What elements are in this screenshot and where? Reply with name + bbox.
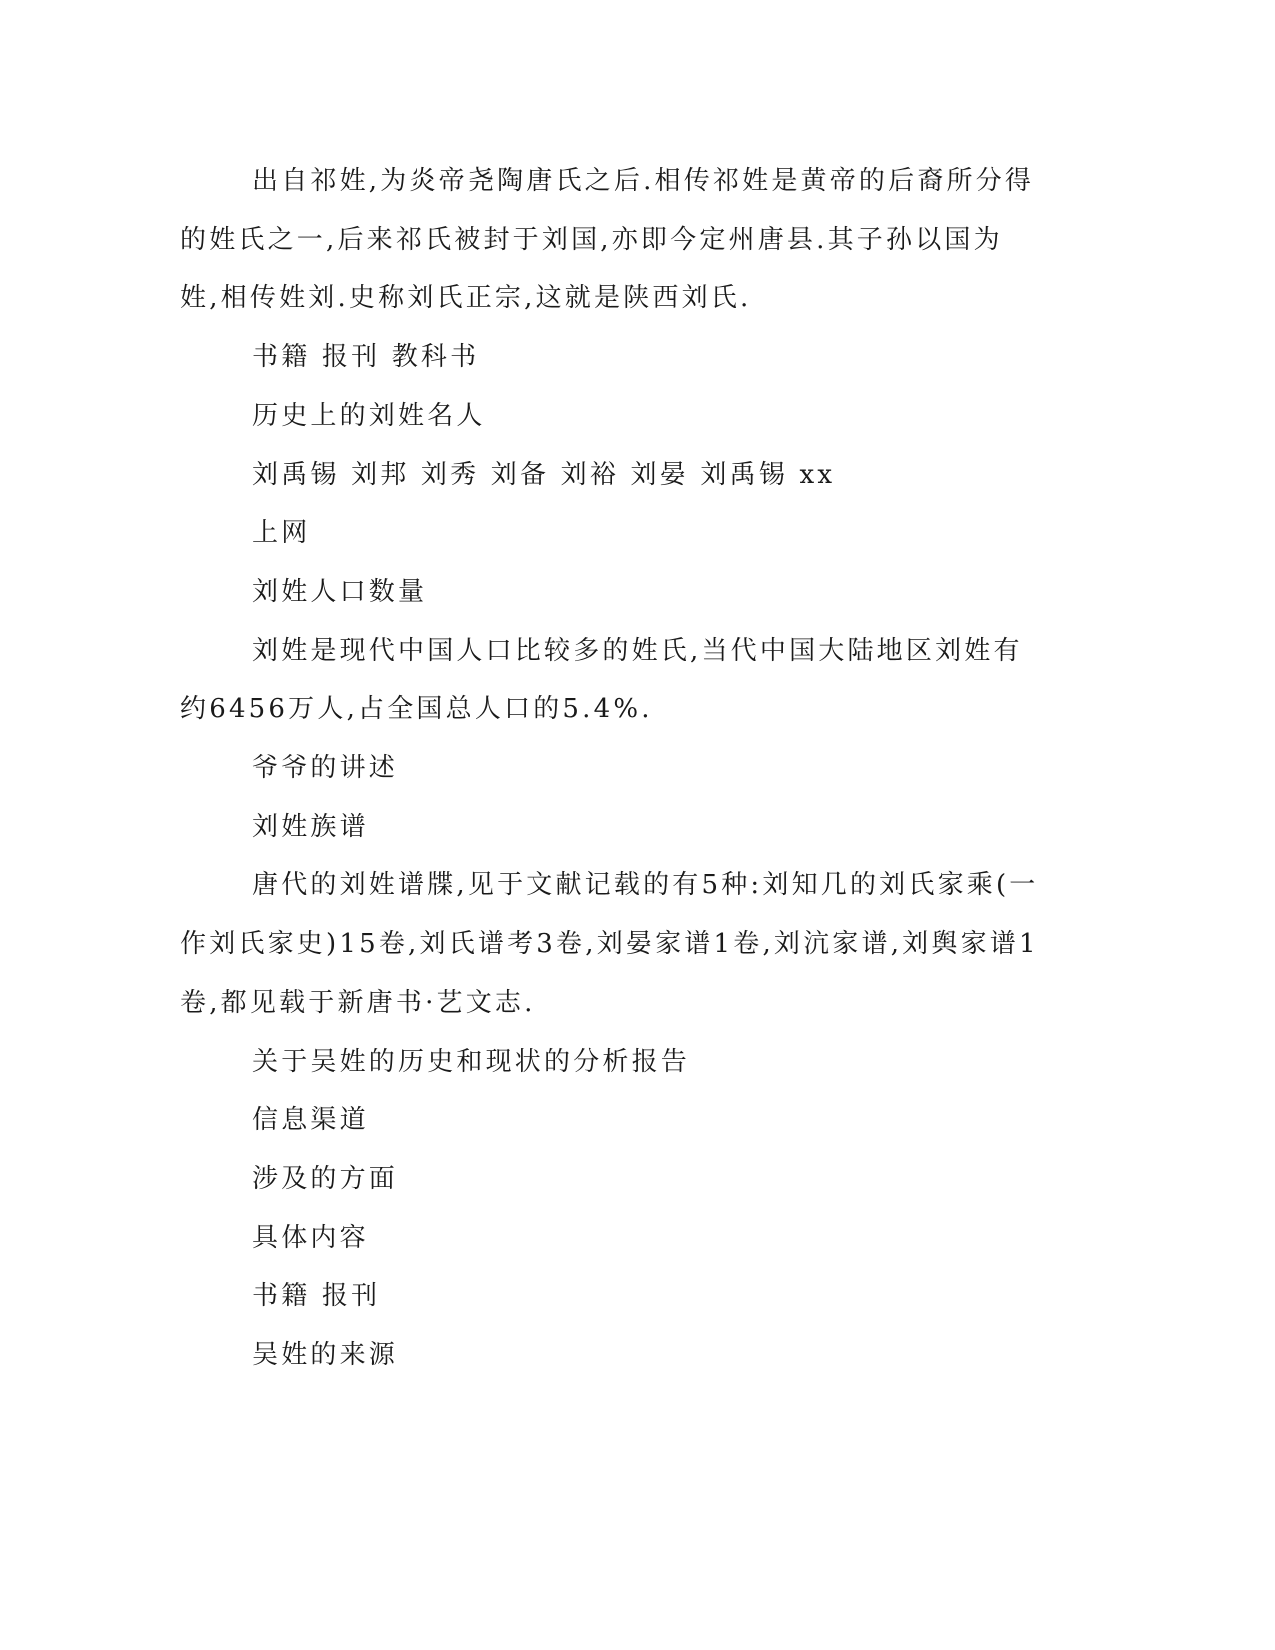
- paragraph-genealogy-heading: 刘姓族谱: [252, 811, 369, 842]
- paragraph-population-text: 刘姓是现代中国人口比较多的姓氏,当代中国大陆地区刘姓有约6456万人,占全国总人口的5.4%.: [180, 635, 1023, 725]
- paragraph-info-channels: 信息渠道: [252, 1105, 369, 1136]
- paragraph-liu-origin: 出自祁姓,为炎帝尧陶唐氏之后.相传祁姓是黄帝的后裔所分得的姓氏之一,后来祁氏被封于刘国,亦即今定州唐县.其子孙以国为姓,相传姓刘.史称刘氏正宗,这就是陕西刘氏.: [180, 166, 1035, 314]
- paragraph-grandfather: 爷爷的讲述: [252, 753, 399, 784]
- paragraph-wu-report-title: 关于吴姓的历史和现状的分析报告: [252, 1046, 691, 1077]
- paragraph-sources-internet: 上网: [252, 518, 311, 549]
- paragraph-population-heading: 刘姓人口数量: [252, 576, 428, 607]
- paragraph-genealogy-text: 唐代的刘姓谱牒,见于文献记载的有5种:刘知几的刘氏家乘(一作刘氏家史)15卷,刘氏谱考3卷,刘晏家谱1卷,刘沆家谱,刘舆家谱1卷,都见载于新唐书·艺文志.: [180, 870, 1039, 1018]
- paragraph-wu-origin: 吴姓的来源: [252, 1340, 399, 1371]
- document-body: [180, 152, 1040, 1385]
- paragraph-aspects: 涉及的方面: [252, 1163, 399, 1194]
- paragraph-famous-liu-heading: 历史上的刘姓名人: [252, 400, 486, 431]
- paragraph-sources-books: 书籍 报刊 教科书: [252, 342, 480, 373]
- paragraph-famous-liu-names: 刘禹锡 刘邦 刘秀 刘备 刘裕 刘晏 刘禹锡 xx: [252, 459, 836, 490]
- paragraph-books-press: 书籍 报刊: [252, 1281, 381, 1312]
- paragraph-specific-content: 具体内容: [252, 1222, 369, 1253]
